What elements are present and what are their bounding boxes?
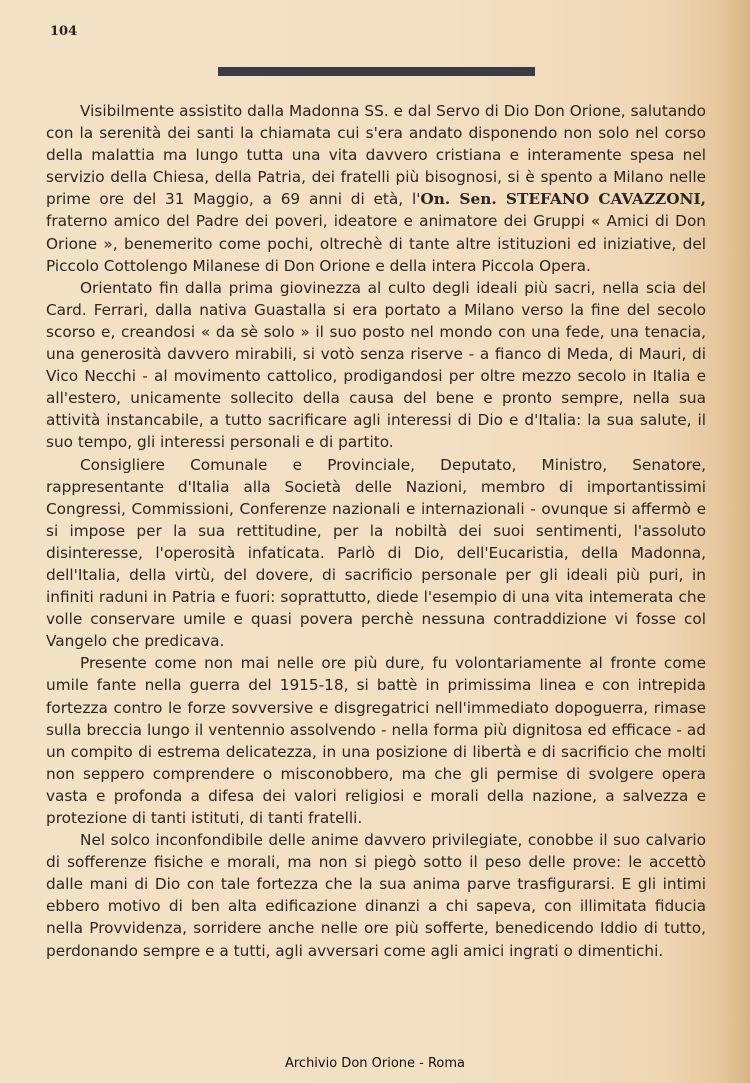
archive-footer: Archivio Don Orione - Roma <box>284 1056 466 1071</box>
paragraph-5: Nel solco inconfondibile delle anime davvero privilegiate, conobbe il suo calvario di sofferenze fisiche e morali, ma non si piegò sotto il peso delle prove: le accettò dalle mani di Dio con tale fortezza che la sua anima parve trasfigurarsi. E gli intimi ebbero motivo di ben alta edificazione dinanzi a chi sapeva, con illimitata fiducia nella Provvidenza, sorridere anche nelle ore più sofferte, benedicendo Iddio di tutto, perdonando sempre e a tutti, agli avversari come agli amici ingrati o dimentichi. <box>46 831 706 960</box>
paragraph-3: Consigliere Comunale e Provinciale, Deputato, Ministro, Senatore, rappresentante d'Italia alla Società delle Nazioni, membro di importantissimi Congressi, Commissioni, Conferenze nazionali e internazionali - ovunque si affermò e si impose per la sua rettitudine, per la nobiltà dei suoi sentimenti, l'assoluto disinteresse, l'operosità infaticata. Parlò di Dio, dell'Eucaristia, della Madonna, dell'Italia, della virtù, del dovere, di sacrificio personale per gli ideali più puri, in infiniti raduni in Patria e fuori: soprattutto, diede l'esempio di una vita intemerata che volle conservare umile e quasi povera perchè nessuna contraddizione vi fosse col Vangelo che predicava. <box>46 455 706 651</box>
paragraph-4: Presente come non mai nelle ore più dure, fu volontariamente al fronte come umile fante nella guerra del 1915-18, si battè in primissima linea e con intrepida fortezza contro le forze sovversive e disgregatrici nell'immediato dopoguerra, rimase sulla breccia lungo il ventennio assolvendo - nella forma più dignitosa ed efficace - ad un compito di estrema delicatezza, in una posizione di libertà e di sacrificio che molti non seppero comprendere o misconobbero, ma che gli permise di svolgere opera vasta e profonda a difesa dei valori religiosi e morali della nazione, a salvezza e protezione di tanti istituti, di tanti fratelli. <box>46 654 706 827</box>
article-body <box>46 100 706 962</box>
paragraph-2: Orientato fin dalla prima giovinezza al culto degli ideali più sacri, nella scia del Card. Ferrari, dalla nativa Guastalla si era portato a Milano verso la fine del secolo scorso e, creandosi « da sè solo » il suo posto nel mondo con una fede, una tenacia, una generosità davvero mirabili, si votò senza riserve - a fianco di Meda, di Mauri, di Vico Necchi - al movimento cattolico, prodigandosi per oltre mezzo secolo in Italia e all'estero, unicamente sollecito della causa del bene e pronto sempre, nella sua attività instancabile, a tutto sacrificare agli interessi di Dio e d'Italia: la sua salute, il suo tempo, gli interessi personali e di partito. <box>46 278 706 452</box>
page-number: 104 <box>50 24 78 39</box>
paragraph-1 <box>46 100 706 277</box>
senator-name: On. Sen. STEFANO CAVAZZONI, <box>420 190 706 209</box>
paragraph-1-before: Visibilmente assistito dalla Madonna SS. e dal Servo di Dio Don Orione, salutando con la serenità dei santi la chiamata cui s'era andato disponendo non solo nel corso della malattia ma lungo tutta una vita davvero cristiana e interamente spesa nel servizio della Chiesa, della Patria, dei fratelli più bisognosi, si è spento a Milano nelle prime ore del 31 Maggio, a 69 anni di età, l' <box>46 102 706 209</box>
paragraph-1-after: fraterno amico del Padre dei poveri, ideatore e animatore dei Gruppi « Amici di Don Orione », benemerito come pochi, oltrechè di tante altre istituzioni ed iniziative, del Piccolo Cottolengo Milanese di Don Orione e della intera Piccola Opera. <box>46 212 706 275</box>
title-rule <box>218 67 535 76</box>
